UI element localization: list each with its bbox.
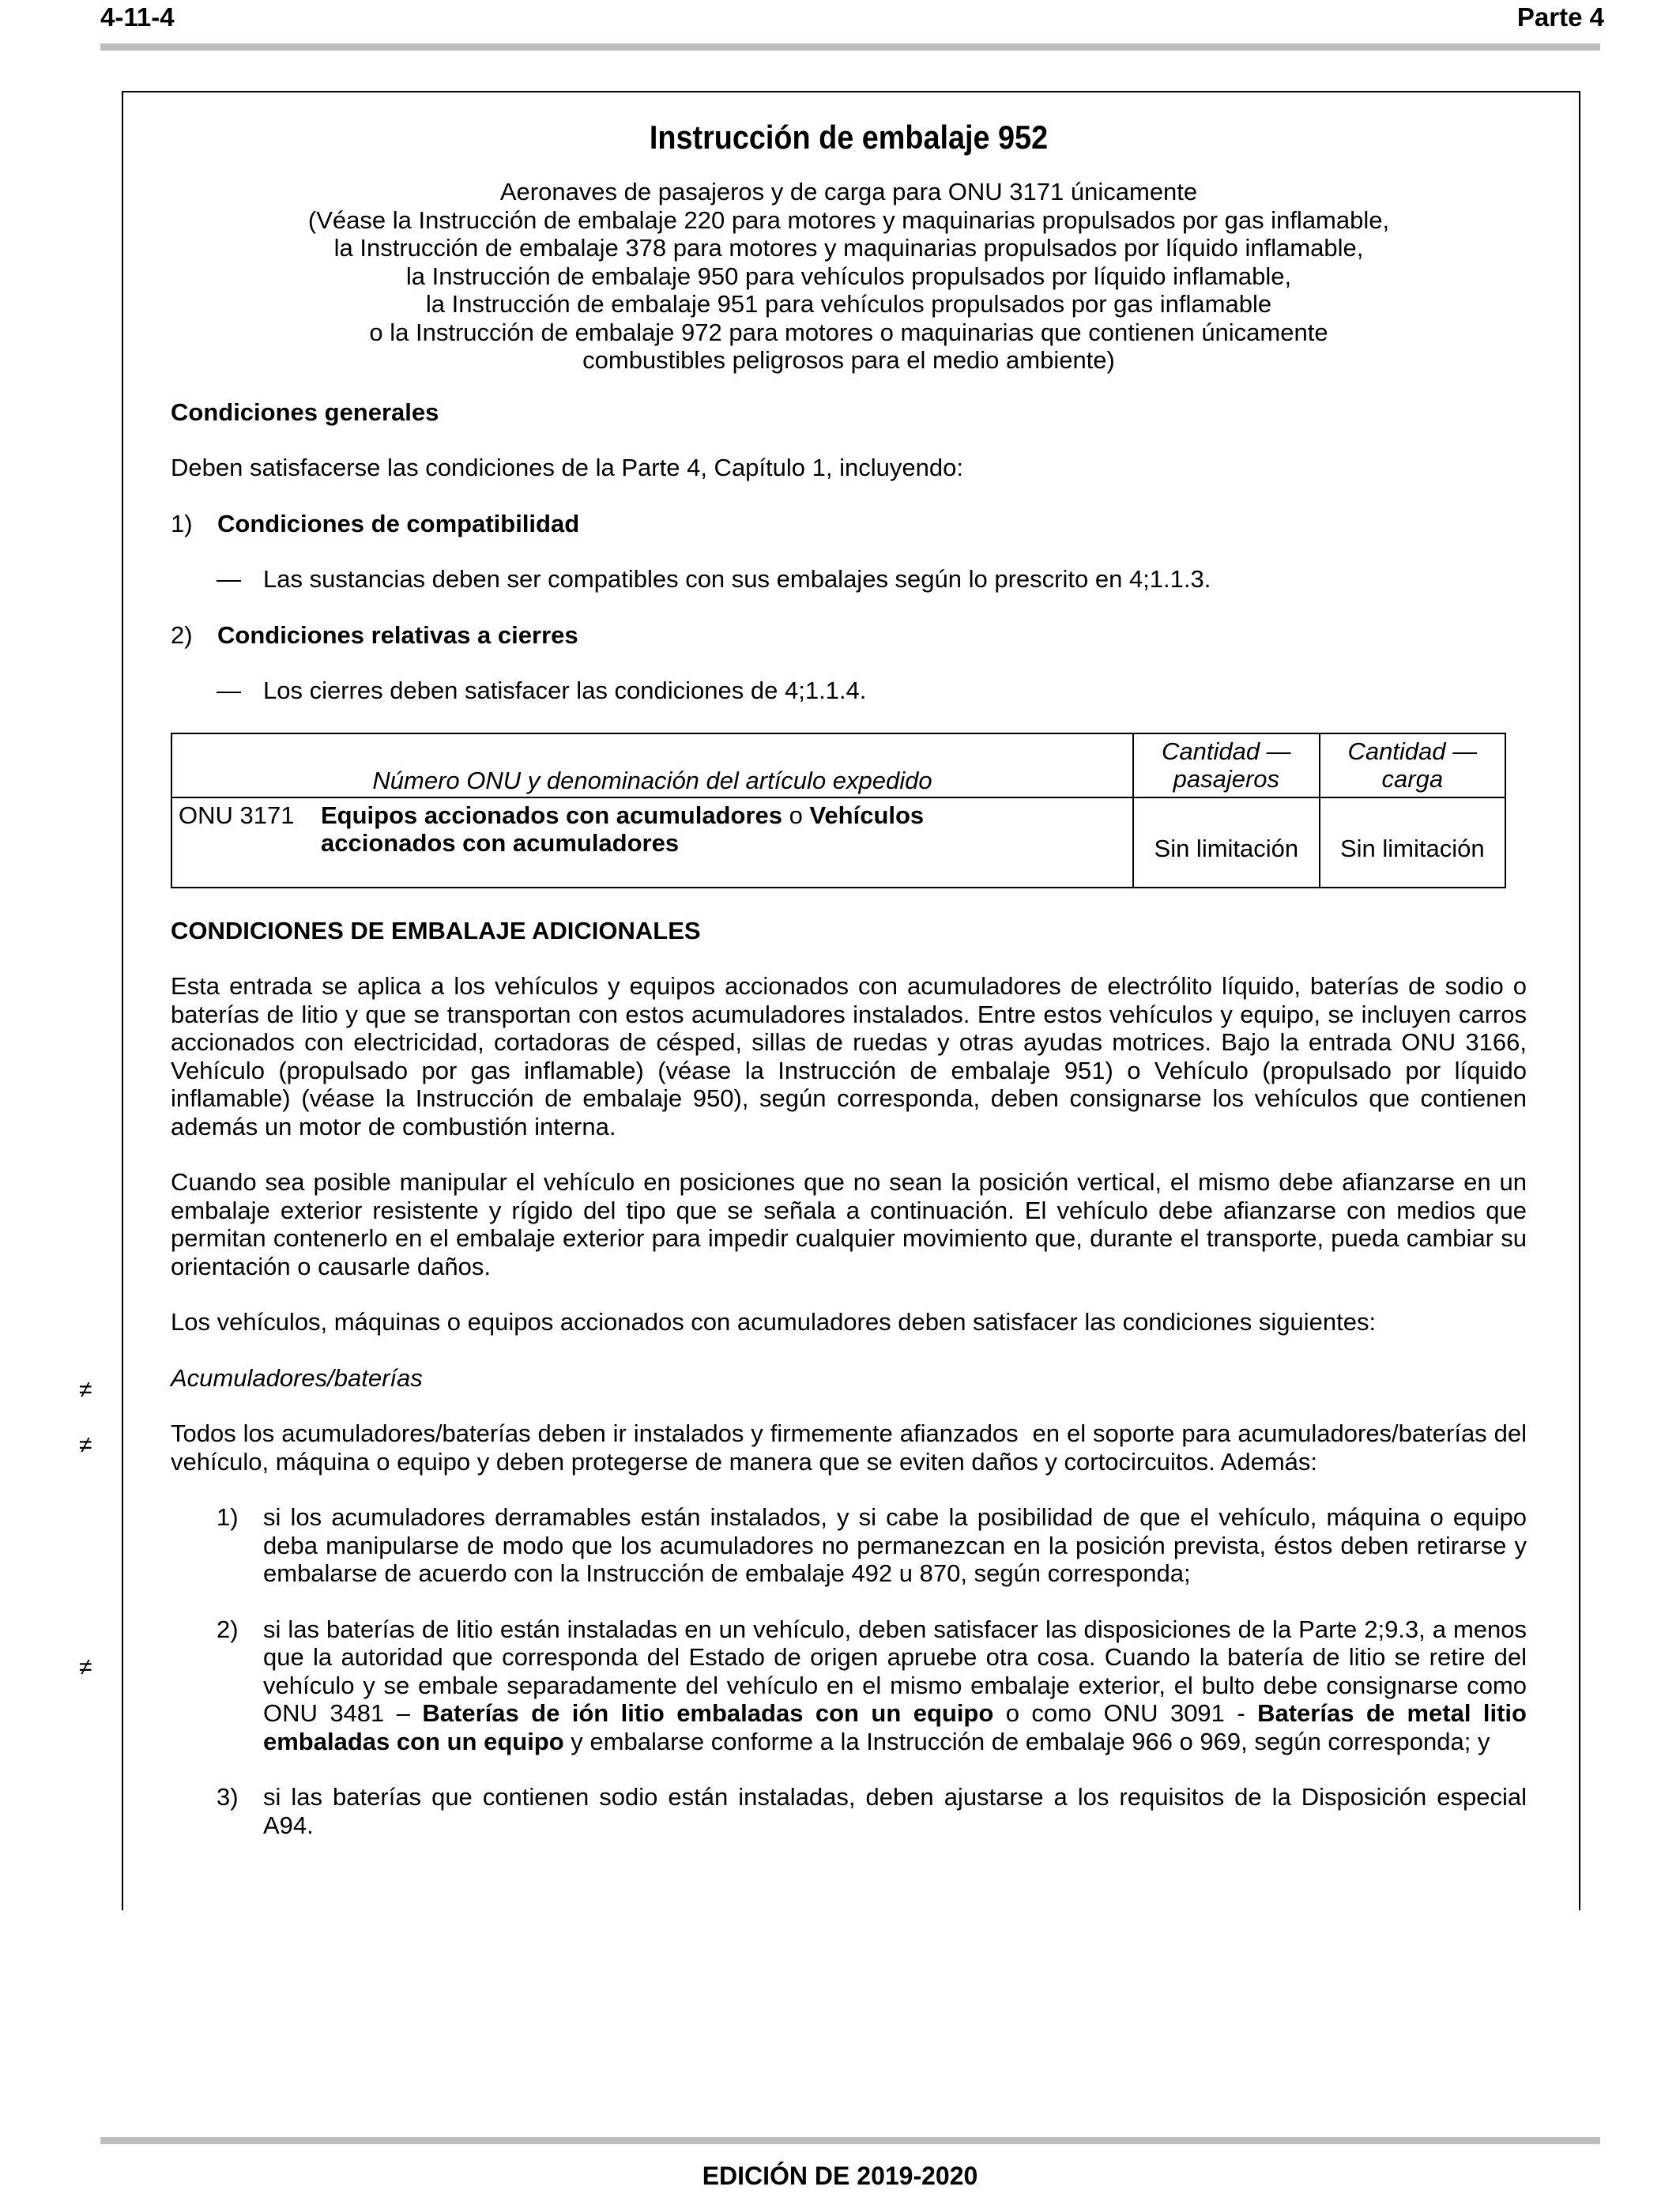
cell-un-name	[171, 797, 1133, 888]
subtitle-line: la Instrucción de embalaje 378 para motores y maquinarias propulsados por líquido inflamable,	[333, 234, 1364, 262]
subtitle	[171, 178, 1527, 375]
general-conditions-intro: Deben satisfacerse las condiciones de la Parte 4, Capítulo 1, incluyendo:	[171, 454, 963, 481]
page-title: Instrucción de embalaje 952	[649, 119, 1049, 156]
subtitle-line: Aeronaves de pasajeros y de carga para ONU 3171 únicamente	[499, 178, 1198, 205]
detail-text: Los cierres deben satisfacer las condiciones de 4;1.1.4.	[263, 677, 867, 704]
paragraph: Cuando sea posible manipular el vehículo en posiciones que no sean la posición vertical, el mismo debe afianzarse en un embalaje exterior resistente y rígido del tipo que se señala a continuación. El vehículo debe afianzarse con medios que permitan contenerlo en el embalaje exterior para impedir cualquier movimiento que, durante el transporte, pueda cambiar su orientación o causarle daños.	[171, 1168, 1527, 1280]
condition-item	[171, 510, 1527, 538]
general-conditions-heading: Condiciones generales	[171, 398, 439, 426]
additional-conditions-heading: CONDICIONES DE EMBALAJE ADICIONALES	[171, 916, 701, 944]
text-run-bold: Baterías de metal litio embaladas con un equipo	[263, 1699, 1527, 1755]
subtitle-line: (Véase la Instrucción de embalaje 220 para motores y maquinarias propulsados por gas inflamable,	[307, 205, 1390, 234]
paragraph: Los vehículos, máquinas o equipos accionados con acumuladores deben satisfacer las condiciones siguientes:	[171, 1308, 1377, 1336]
list-item	[217, 1615, 1527, 1756]
header-line: Cantidad —	[1161, 737, 1291, 765]
shipping-name-part: Vehículos accionados con acumuladores	[321, 801, 925, 857]
text-run-bold: Baterías de ión litio embaladas con un equipo	[422, 1699, 994, 1727]
list-text: si las baterías que contienen sodio están instaladas, deben ajustarse a los requisitos de la Disposición especial A94.	[263, 1783, 1527, 1839]
condition-item	[171, 621, 1527, 650]
item-number: 1)	[171, 509, 193, 537]
list-text	[263, 1615, 1527, 1756]
header-line: Cantidad —	[1347, 737, 1478, 765]
list-item	[217, 1503, 1527, 1588]
change-mark: ≠	[79, 1654, 92, 1680]
subtitle-line: combustibles peligrosos para el medio ambiente)	[582, 346, 1115, 374]
page-number: 4-11-4	[100, 2, 175, 32]
condition-detail	[217, 677, 1527, 705]
em-dash: —	[217, 677, 241, 704]
cell-qty-cargo: Sin limitación	[1320, 797, 1505, 888]
paragraph: Todos los acumuladores/baterías deben ir instalados y firmemente afianzados en el soporte para acumuladores/baterías del vehículo, máquina o equipo y deben protegerse de manera que se eviten daños y cortocircuitos. Además:	[171, 1419, 1534, 1476]
header-rule	[100, 43, 1600, 51]
table-row	[171, 797, 1505, 888]
header-line: carga	[1381, 765, 1444, 793]
shipping-name	[321, 801, 977, 858]
packing-table	[171, 733, 1506, 888]
change-mark: ≠	[79, 1432, 92, 1458]
list-number: 3)	[217, 1783, 239, 1811]
change-mark: ≠	[79, 1377, 92, 1403]
shipping-name-part: Equipos accionados con acumuladores	[321, 801, 782, 829]
subtitle-line: la Instrucción de embalaje 950 para vehículos propulsados por líquido inflamable,	[405, 262, 1292, 290]
detail-text: Las sustancias deben ser compatibles con sus embalajes según lo prescrito en 4;1.1.3.	[263, 565, 1211, 593]
batteries-subheading: Acumuladores/baterías	[171, 1363, 423, 1392]
paragraph: Esta entrada se aplica a los vehículos y equipos accionados con acumuladores de electrólito líquido, baterías de sodio o baterías de litio y que se transportan con estos acumuladores instalados. Entre estos vehículos y equipo, se incluyen carros accionados con electricidad, cortadoras de césped, sillas de ruedas y otras ayudas motrices. Bajo la entrada ONU 3166, Vehículo (propulsado por gas inflamable) (véase la Instrucción de embalaje 951) o Vehículo (propulsado por líquido inflamable) (véase la Instrucción de embalaje 950), según corresponda, deben consignarse los vehículos que contienen además un motor de combustión interna.	[171, 972, 1527, 1140]
un-number: ONU 3171	[179, 801, 295, 829]
shipping-name-join: o	[782, 801, 810, 829]
list-number: 1)	[217, 1503, 239, 1531]
document-body	[171, 118, 1534, 1867]
subtitle-line: o la Instrucción de embalaje 972 para motores o maquinarias que contienen únicamente	[369, 318, 1328, 346]
item-title: Condiciones de compatibilidad	[217, 509, 580, 537]
header-qty-cargo	[1320, 733, 1505, 797]
text-run: o como ONU 3091 -	[993, 1699, 1258, 1727]
text-run: si las baterías de litio están instaladas en un vehículo, deben satisfacer las disposiciones de la Parte 2;9.3, a menos que la autoridad que corresponda del Estado de origen apruebe otra cosa. Cuando la batería de litio se retire del vehículo y se embale separadamente del vehículo en el mismo embalaje exterior, el bulto debe consignarse como ONU 3481 –	[263, 1615, 1527, 1727]
subtitle-line: la Instrucción de embalaje 951 para vehículos propulsados por gas inflamable	[425, 290, 1272, 318]
footer-rule	[100, 2137, 1600, 2144]
item-number: 2)	[171, 620, 193, 649]
list-number: 2)	[217, 1615, 239, 1643]
cell-qty-pax: Sin limitación	[1133, 797, 1320, 888]
list-text: si los acumuladores derramables están instalados, y si cabe la posibilidad de que el vehículo, máquina o equipo deba manipularse de modo que los acumuladores no permanezcan en la posición prevista, éstos deben retirarse y embalarse de acuerdo con la Instrucción de embalaje 492 u 870, según corresponda;	[263, 1503, 1527, 1587]
item-title: Condiciones relativas a cierres	[217, 620, 578, 649]
header-qty-pax	[1133, 733, 1320, 797]
part-label: Parte 4	[1516, 2, 1604, 32]
header-line: pasajeros	[1173, 765, 1280, 793]
header-un-name: Número ONU y denominación del artículo expedido	[171, 733, 1133, 797]
edition-footer: EDICIÓN DE 2019-2020	[702, 2162, 978, 2190]
condition-detail	[217, 565, 1527, 594]
em-dash: —	[217, 565, 241, 593]
text-run: y embalarse conforme a la Instrucción de embalaje 966 o 969, según corresponda; y	[563, 1727, 1490, 1755]
list-item	[217, 1783, 1527, 1839]
table-header-row	[171, 733, 1505, 797]
